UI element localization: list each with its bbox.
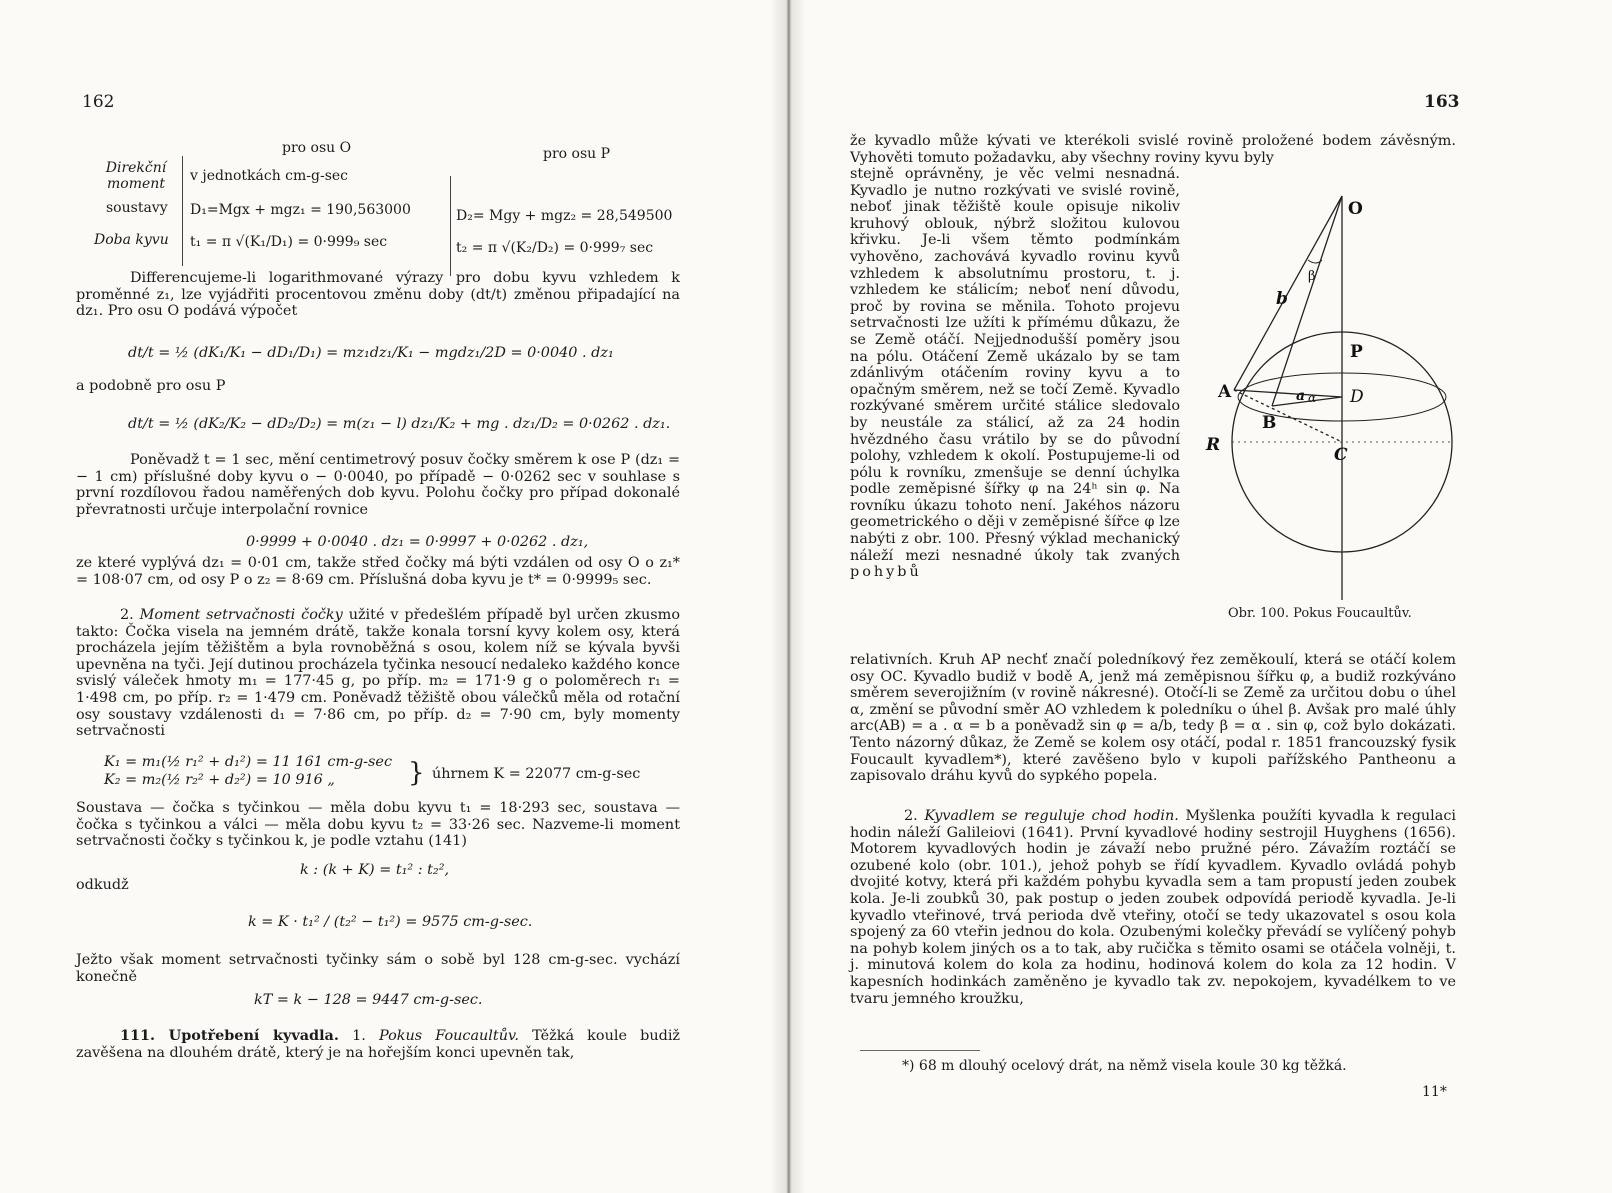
para-number: 2. bbox=[120, 607, 134, 623]
para-title: Moment setrvačnosti čočky bbox=[139, 607, 343, 623]
table-header-o: pro osu O bbox=[282, 140, 352, 156]
foucault-figure bbox=[1200, 180, 1470, 600]
brace: } bbox=[408, 758, 425, 788]
para-title: Kyvadlem se reguluje chod hodin. bbox=[924, 808, 1179, 824]
section-text: Těžká koule budiž zavěšena na dlouhém drátě, který je na hořejším konci upevněn tak, bbox=[76, 1028, 680, 1061]
table-row-label: soustavy bbox=[106, 200, 168, 216]
table-cell: v jednotkách cm-g-sec bbox=[190, 168, 349, 184]
footnote: *) 68 m dlouhý ocelový drát, na němž visela koule 30 kg těžká. bbox=[902, 1058, 1347, 1074]
label-small-a: a bbox=[1296, 388, 1306, 404]
figure-caption: Obr. 100. Pokus Foucaultův. bbox=[1228, 606, 1412, 621]
label-r: R bbox=[1206, 435, 1221, 455]
label-alpha: α bbox=[1308, 391, 1317, 405]
spaced-word: pohybů bbox=[850, 564, 922, 581]
page-number: 162 bbox=[82, 92, 115, 112]
right-page bbox=[800, 0, 1612, 1193]
paragraph: ze které vyplývá dz₁ = 0·01 cm, takže střed čočky má býti vzdálen od osy O o z₁* = 108·07 cm, od osy P o z₂ = 8·69 cm. Příslušná doba kyvu je t* = 0·9999₅ sec. bbox=[76, 555, 680, 588]
table-cell: D₂= Mgy + mgz₂ = 28,549500 bbox=[456, 208, 673, 224]
section-title: Pokus Foucaultův. bbox=[378, 1028, 519, 1044]
table-row-label: Doba kyvu bbox=[94, 232, 169, 248]
label-beta: β bbox=[1308, 269, 1316, 284]
paragraph: odkudž bbox=[76, 877, 129, 893]
paragraph bbox=[850, 166, 1180, 581]
line-oa bbox=[1234, 196, 1342, 390]
left-page bbox=[0, 0, 795, 1193]
equation: K₁ = m₁(½ r₁² + d₁²) = 11 161 cm-g-sec bbox=[104, 754, 393, 770]
equation: K₂ = m₂(½ r₂² + d₂²) = 10 916 „ bbox=[104, 772, 335, 788]
paragraph: že kyvadlo může kývati ve kterékoli svislé rovině proložené bodem závěsným. Vyhověti tomuto požadavku, aby všechny roviny kyvu byly bbox=[850, 133, 1456, 166]
section-paragraph bbox=[76, 1028, 680, 1061]
paragraph: relativních. Kruh AP nechť značí poledníkový řez zeměkoulí, která se otáčí kolem osy OC. Kyvadlo budiž v bodě A, jenž má zeměpisnou šířku φ, a budiž rozkýváno směrem severojižním (v rovině nákresné). Otočí-li se Země za určitou dobu o úhel α, změní se původní směr AO vzhledem k poledníku o úhel β. Avšak pro malé úhly arc(AB) = a . α = b a poněvadž sin φ = a/b, tedy β = α . sin φ, což bylo dokázati. Tento názorný důkaz, že Země se kolem osy otáčí, podal r. 1851 francouzský fysik Foucault kyvadlem*), které zavěšeno bylo v kupoli pařížského Pantheonu a zapisovalo dráhu kyvů do sypkého popela. bbox=[850, 652, 1456, 785]
paragraph: a podobně pro osu P bbox=[76, 378, 226, 394]
equation-sum: úhrnem K = 22077 cm-g-sec bbox=[432, 766, 641, 782]
label-d: D bbox=[1350, 387, 1364, 407]
label-b: b bbox=[1276, 289, 1288, 309]
line-bd bbox=[1272, 397, 1342, 406]
table-cell: t₂ = π √(K₂/D₂) = 0·999₇ sec bbox=[456, 240, 654, 256]
table-divider bbox=[450, 176, 451, 276]
paragraph: Soustava — čočka s tyčinkou — měla dobu kyvu t₁ = 18·293 sec, soustava — čočka s tyčinkou a válci — měla dobu kyvu t₂ = 33·26 sec. Nazveme-li moment setrvačnosti čočky s tyčinkou k, je podle vztahu (141) bbox=[76, 800, 680, 850]
table-cell: D₁=Mgx + mgz₁ = 190,563000 bbox=[190, 202, 411, 218]
table-row-label: Direkční moment bbox=[105, 160, 167, 192]
paragraph: Ježto však moment setrvačnosti tyčinky sám o sobě byl 128 cm-g-sec. vychází konečně bbox=[76, 952, 680, 985]
label-p: P bbox=[1350, 342, 1363, 362]
signature-mark: 11* bbox=[1422, 1084, 1447, 1100]
footnote-rule bbox=[860, 1050, 980, 1051]
line-ac bbox=[1234, 390, 1342, 442]
equation: k : (k + K) = t₁² : t₂², bbox=[300, 862, 450, 878]
para-body: užité v předešlém případě byl určen zkusmo takto: Čočka visela na jemném drátě, takže konala torsní kyvy kolem osy, která procházela jejím těžištěm a byla rovnoběžná s osou, kolem níž se kývala byvši upevněna na tyči. Její dutinou procházela tyčinka nesoucí nedaleko každého konce svislý váleček hmoty m₁ = 177·45 g, po příp. m₂ = 171·9 g o poloměrech r₁ = 1·498 cm, po příp. r₂ = 1·479 cm. Poněvadž těžiště obou válečků měla od rotační osy soustavy vzdálenosti d₁ = 7·86 cm, po příp. d₂ = 7·90 cm, byly momenty setrvačnosti bbox=[76, 607, 680, 740]
equation: 0·9999 + 0·0040 . dz₁ = 0·9997 + 0·0262 . dz₁, bbox=[246, 534, 589, 550]
table-header-p: pro osu P bbox=[543, 146, 611, 162]
paragraph: Differencujeme-li logarithmované výrazy pro dobu kyvu vzhledem k proměnné z₁, lze vyjádřiti procentovou změnu doby (dt/t) změnou připadající na dz₁. Pro osu O podává výpočet bbox=[76, 270, 680, 320]
label-o: O bbox=[1348, 199, 1363, 219]
paragraph: Poněvadž t = 1 sec, mění centimetrový posuv čočky směrem k ose P (dz₁ = − 1 cm) příslušné doby kyvu o − 0·0040, po případě − 0·0262 sec v souhlase s první rozdílovou řadou naměřených dob kyvu. Polohu čočky pro případ dokonalé převratnosti určuje interpolační rovnice bbox=[76, 452, 680, 518]
label-c: C bbox=[1334, 445, 1348, 465]
page-number: 163 bbox=[1424, 92, 1460, 112]
para-body: Myšlenka použíti kyvadla k regulaci hodin náleží Galileiovi (1641). První kyvadlové hodiny sestrojil Huyghens (1656). Motorem kyvadlových hodin je závaží nebo pružné péro. Závažím roztáčí se ozubené kolo (obr. 101.), jehož pohyb se řídí kyvadlem. Kyvadlo ovládá pohyb dvojité kotvy, která při každém pohybu kyvadla sem a tam propustí jeden zoubek kola. Je-li zoubků 30, pak postup o jeden zoubek odpovídá periodě kyvadla. Je-li kyvadlo vteřinové, trvá perioda dvě vteřiny, otočí se tedy ukazovatel s osou kola spojený za 60 vteřin jednou do kola. Ozubenými kolečky převádí se vylíčený pohyb na pohyb kolem jiných os a to tak, aby ručička s těmito osami se otáčela volněji, t. j. minutová kolem do kola za hodinu, hodinová kolem do kola za 12 hodin. V kapesních hodinkách zaměněno je kyvadlo tak zv. nepokojem, kyvadélkem to ve tvaru jemného kroužku, bbox=[850, 808, 1457, 1007]
section-heading: 111. Upotřebení kyvadla. bbox=[120, 1027, 339, 1044]
paragraph bbox=[850, 808, 1456, 1007]
label-bb: B bbox=[1262, 413, 1277, 433]
table-divider bbox=[182, 156, 183, 266]
equation: dt/t = ½ (dK₁/K₁ − dD₁/D₁) = mz₁dz₁/K₁ − mgdz₁/2D = 0·0040 . dz₁ bbox=[128, 345, 614, 361]
equation: dt/t = ½ (dK₂/K₂ − dD₂/D₂) = m(z₁ − l) dz₁/K₂ + mg . dz₁/D₂ = 0·0262 . dz₁. bbox=[128, 416, 671, 432]
equation: k = K · t₁² / (t₂² − t₁²) = 9575 cm-g-sec. bbox=[248, 914, 533, 930]
para-number: 2. bbox=[904, 808, 918, 824]
para-body: stejně oprávněny, je věc velmi nesnadná. Kyvadlo je nutno rozkývati ve svislé rovině, neboť jinak těžiště koule opisuje nikoliv kruhový oblouk, nýbrž složitou kulovou křivku. Je-li všem těmto podmínkám vyhověno, zachovává kyvadlo rovinu kyvů vzhledem k absolutnímu prostoru, t. j. vzhledem ke stálicím; neboť není důvodu, proč by rovina se měnila. Tohoto projevu setrvačnosti lze užíti k přímému důkazu, že se Země otáčí. Nejjednodušší poměry jsou na pólu. Otáčení Země ukázalo by se tam zdánlivým otáčením roviny kyvu a to opačným směrem, než se točí Země. Kyvadlo rozkývané směrem určité stálice sledovalo by neustále za stálicí, až za 24 hodin hvězdného času vrátilo by se do původní polohy, vzhledem k okolí. Postupujeme-li od pólu k rovníku, zmenšuje se denní úchylka podle zeměpisné šířky φ na 24ʰ sin φ. Na rovníku úkazu tohoto není. Jakéhos názoru geometrického o ději v zeměpisné šířce φ lze nabýti z obr. 100. Přesný výklad mechanický náleží mezi nesnadné úkoly tak zvaných bbox=[850, 166, 1180, 564]
label-a: A bbox=[1218, 382, 1232, 402]
paragraph bbox=[76, 607, 680, 740]
table-cell: t₁ = π √(K₁/D₁) = 0·999₉ sec bbox=[190, 234, 388, 250]
equation: kT = k − 128 = 9447 cm-g-sec. bbox=[254, 992, 483, 1008]
line-ad bbox=[1234, 390, 1342, 397]
section-sub-number: 1. bbox=[352, 1028, 366, 1044]
